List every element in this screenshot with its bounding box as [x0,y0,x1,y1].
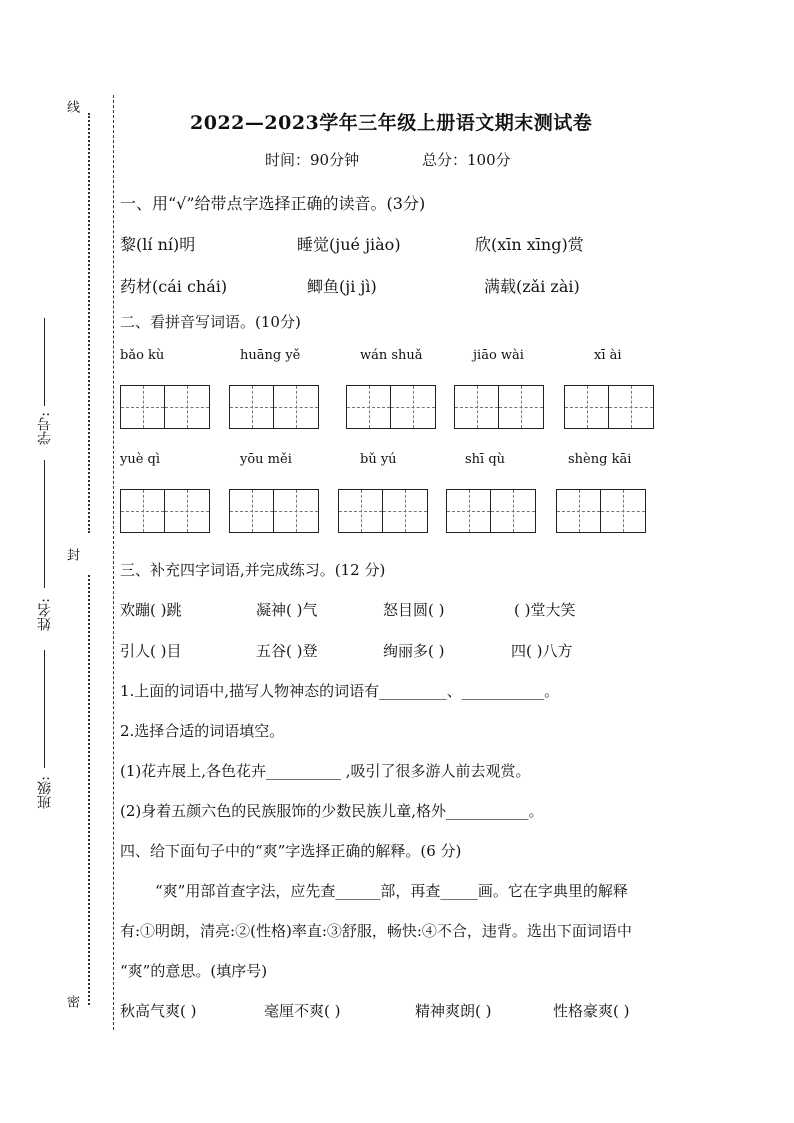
idiom-blank[interactable]: 四( )八方 [511,642,573,660]
idiom-blank[interactable]: 引人( )目 [120,642,182,660]
pinyin-label: bǔ yú [360,452,397,467]
q4-paragraph-line: “爽”的意思。(填序号) [120,962,268,980]
writing-grid[interactable] [120,489,210,533]
q3-sub2a[interactable]: (1)花卉展上,各色花卉__________ ,吸引了很多游人前去观赏。 [120,762,531,780]
pinyin-label: wán shuǎ [360,348,423,363]
writing-grid[interactable] [454,385,544,429]
idiom-blank[interactable]: 绚丽多( ) [383,642,445,660]
idiom-blank[interactable]: 五谷( )登 [256,642,318,660]
margin-line-label: 线 [64,100,79,113]
pinyin-label: bǎo kù [120,348,165,363]
q4-answer-blank[interactable]: 精神爽朗( ) [415,1002,492,1020]
idiom-blank[interactable]: 怒目圆( ) [383,601,445,619]
margin-close-label: 密 [64,995,79,1008]
q3-sub2: 2.选择合适的词语填空。 [120,722,285,740]
q4-answer-blank[interactable]: 性格豪爽( ) [553,1002,630,1020]
q1-item[interactable]: 欣(xīn xīng)赏 [475,235,584,254]
writing-grid[interactable] [446,489,536,533]
q1-item[interactable]: 鲫鱼(ji jì) [307,277,377,296]
q4-paragraph-line[interactable]: “爽”用部首查字法，应先查______部，再查_____画。它在字典里的解释 [155,882,628,900]
q1-item[interactable]: 睡觉(jué jiào) [297,235,401,254]
q1-item[interactable]: 黎(lí ní)明 [120,235,196,254]
name-label: 姓名: [37,598,53,631]
q3-heading: 三、补充四字词语,并完成练习。(12 分) [120,561,386,579]
exam-total-score: 总分：100分 [422,151,511,169]
writing-grid[interactable] [556,489,646,533]
idiom-blank[interactable]: 欢蹦( )跳 [120,601,182,619]
student-id-label: 学号: [37,412,53,445]
pinyin-label: shèng kāi [568,452,632,467]
idiom-blank[interactable]: 凝神( )气 [256,601,318,619]
idiom-blank[interactable]: ( )堂大笑 [514,601,576,619]
q1-heading: 一、用“√”给带点字选择正确的读音。(3分) [120,194,426,213]
student-id-blank[interactable] [44,318,45,406]
writing-grid[interactable] [229,489,319,533]
q3-sub1[interactable]: 1.上面的词语中,描写人物神态的词语有_________、___________。 [120,682,560,700]
pinyin-label: yuè qì [120,452,161,467]
writing-grid[interactable] [120,385,210,429]
page-title: 2022—2023学年三年级上册语文期末测试卷 [190,112,593,134]
q1-item[interactable]: 药材(cái chái) [120,277,228,296]
q4-answer-blank[interactable]: 毫厘不爽( ) [264,1002,341,1020]
writing-grid[interactable] [346,385,436,429]
pinyin-label: shī qù [465,452,506,467]
binding-line [113,95,114,1030]
q4-heading: 四、给下面句子中的“爽”字选择正确的解释。(6 分) [120,842,462,860]
q1-item[interactable]: 满载(zǎi zài) [484,277,580,296]
writing-grid[interactable] [338,489,428,533]
margin-seal-label: 封 [64,548,79,561]
q3-sub2b[interactable]: (2)身着五颜六色的民族服饰的少数民族儿童,格外___________。 [120,802,544,820]
pinyin-label: yōu měi [240,452,292,467]
margin-dotted-line [88,575,90,1005]
exam-time: 时间：90分钟 [265,151,360,169]
pinyin-label: jiāo wài [473,348,524,363]
writing-grid[interactable] [229,385,319,429]
writing-grid[interactable] [564,385,654,429]
student-id-separator [44,460,45,588]
q4-paragraph-line: 有:①明朗，清亮:②(性格)率直:③舒服，畅快:④不合，违背。选出下面词语中 [120,922,632,940]
pinyin-label: xī ài [594,348,622,363]
class-label: 班级: [37,776,53,809]
q4-answer-blank[interactable]: 秋高气爽( ) [120,1002,197,1020]
q2-heading: 二、看拼音写词语。(10分) [120,313,301,331]
margin-dotted-line [88,113,90,533]
name-blank[interactable] [44,650,45,768]
pinyin-label: huāng yě [240,348,301,363]
